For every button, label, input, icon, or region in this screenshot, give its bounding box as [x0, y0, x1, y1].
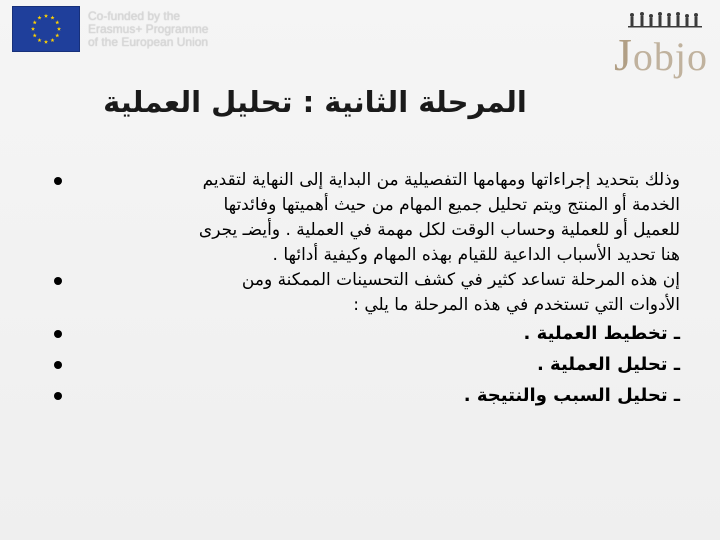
eu-logo-line: Co-funded by the	[88, 8, 181, 23]
eu-logo	[12, 6, 238, 52]
star-icon	[37, 38, 41, 42]
star-icon	[33, 20, 37, 24]
list-item	[50, 268, 680, 318]
text-line: إن هذه المرحلة تساعد كثير في كشف التحسينات الممكنة ومن	[241, 270, 680, 290]
bullet-icon	[54, 361, 62, 369]
text-line: هنا تحديد الأسباب الداعية للقيام بهذه المهام وكيفية أدائها .	[272, 245, 680, 265]
text-line: وذلك بتحديد إجراءاتها ومهامها التفصيلية من البداية إلى النهاية لتقديم	[202, 170, 680, 190]
eu-stars-icon	[13, 7, 79, 51]
jobjo-logo	[600, 10, 710, 80]
bullet-icon	[54, 330, 62, 338]
eu-logo-line: Erasmus+ Programme	[88, 21, 209, 36]
tool-item: ـ تحليل العملية .	[536, 354, 680, 375]
text-line: الأدوات التي تستخدم في هذه المرحلة ما يلي :	[353, 295, 680, 315]
tool-item: ـ تخطيط العملية .	[523, 323, 680, 344]
jobjo-wordmark: Jobjo	[613, 29, 708, 80]
star-icon	[37, 16, 41, 20]
bullet-icon	[54, 392, 62, 400]
star-icon	[55, 20, 59, 24]
bullet-icon	[54, 177, 62, 185]
eu-logo-line: of the European Union	[88, 34, 209, 49]
tool-item: ـ تحليل السبب والنتيجة .	[463, 385, 680, 406]
list-item	[50, 318, 680, 349]
star-icon	[44, 40, 48, 44]
star-icon	[33, 33, 37, 37]
star-icon	[44, 14, 48, 18]
star-icon	[55, 33, 59, 37]
page-title: المرحلة الثانية : تحليل العملية	[103, 85, 527, 119]
star-icon	[50, 16, 54, 20]
bullet-icon	[54, 277, 62, 285]
list-item	[50, 168, 680, 268]
eu-logo-text	[88, 10, 238, 49]
text-line: الخدمة أو المنتج ويتم تحليل جميع المهام من حيث أهميتها وفائدتها	[223, 195, 680, 215]
star-icon	[50, 38, 54, 42]
people-icon	[610, 10, 710, 30]
list-item	[50, 380, 680, 411]
text-line: للعميل أو للعملية وحساب الوقت لكل مهمة في العملية . وأيضـ يجرى	[198, 220, 680, 240]
star-icon	[31, 27, 35, 31]
slide-content	[50, 168, 680, 411]
star-icon	[57, 27, 61, 31]
eu-flag-icon	[12, 6, 80, 52]
list-item	[50, 349, 680, 380]
